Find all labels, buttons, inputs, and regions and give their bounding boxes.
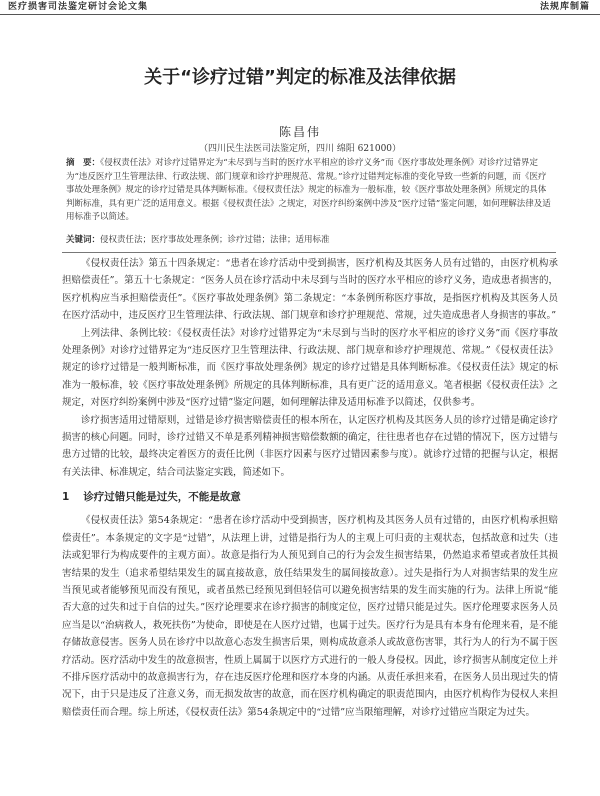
keywords <box>66 234 554 247</box>
running-header <box>0 0 600 15</box>
paper-author: 陈昌伟 <box>278 125 321 139</box>
abstract-divider <box>62 252 556 253</box>
body-text <box>62 255 558 721</box>
abstract-text: 《侵权责任法》对诊疗过错界定为“未尽到与当时的医疗水平相应的诊疗义务”而《医疗事故处理条例》对诊疗过错界定为“违反医疗卫生管理法律、行政法规、部门规章和诊疗护理规范、常规。”诊疗过错判定标准的变化导致一些新的问题，而《医疗事故处理条例》规定的诊疗过错是具体判断标准。《侵权责任法》规定的标准为一般标准，较《医疗事故处理条例》所规定的具体判断标准，具有更广泛的适用意义。根据《侵权责任法》之规定，对医疗纠纷案例中涉及“医疗过错”鉴定问题，如何理解法律及适用标准予以简述。 <box>66 158 551 222</box>
author-affiliation: （四川民生法医司法鉴定所，四川 绵阳 621000） <box>198 144 402 154</box>
keywords-label: 关键词： <box>66 235 101 245</box>
keywords-text: 侵权责任法；医疗事故处理条例；诊疗过错；法律；适用标准 <box>100 235 330 245</box>
body-paragraph-3: 诊疗损害适用过错原则，过错是诊疗损害赔偿责任的根本所在，认定医疗机构及其医务人员的诊疗过错是确定诊疗损害的核心问题。同时，诊疗过错又不单是系列精神损害赔偿数额的确定，往往患者也存在过错的情况下，医方过错与患方过错的比较，最终决定着医方的责任比例（非医疗因素与医疗过错因素参与度）。就诊疗过错的把握与认定，根据有关法律、标准规定，结合司法鉴定实践，简述如下。 <box>62 414 558 478</box>
abstract-label: 摘 要： <box>66 158 101 168</box>
body-paragraph-1: 《侵权责任法》第五十四条规定：“患者在诊疗活动中受到损害，医疗机构及其医务人员有过错的，由医疗机构承担赔偿责任”。第五十七条规定：“医务人员在诊疗活动中未尽到与当时的医疗水平相应的诊疗义务，造成患者损害的，医疗机构应当承担赔偿责任”。《医疗事故处理条例》第二条规定：“本条例所称医疗事故，是指医疗机构及其医务人员在医疗活动中，违反医疗卫生管理法律、行政法规、部门规章和诊疗护理规范、常规，过失造成患者人身损害的事故。” <box>62 258 558 322</box>
abstract <box>66 157 554 225</box>
body-paragraph-4: 《侵权责任法》第54条规定：“患者在诊疗活动中受到损害，医疗机构及其医务人员有过错的，由医疗机构承担赔偿责任”。本条规定的文字是“过错”，从法理上讲，过错是指行为人的主观上可归责的主观状态，包括故意和过失（违法或犯罪行为构成要件的主观方面）。故意是指行为人预见到自己的行为会发生损害结果，仍然追求希望或者放任其损害结果的发生（追求希望结果发生的属直接故意，放任结果发生的属间接故意）。过失是指行为人对损害结果的发生应当预见或者能够预见而没有预见，或者虽然已经预见到但轻信可以避免损害结果的发生而实施的行为。法律上所说“能否大意的过失和过于自信的过失。”医疗论理要求在诊疗损害的制度定位，医疗过错只能是过失。医疗伦理要求医务人员应当是以“治病救人，救死扶伤”为使命，即使是在人医疗过错，也属于过失。医疗行为是具有本身有伦理来看，是不能存储故意侵害。医务人员在诊疗中以故意心态发生损害后果，则构成故意杀人或故意伤害罪，其行为人的行为不属于医疗活动。医疗活动中发生的故意损害，性质上属属于以医疗方式进行的一般人身侵权。因此，诊疗损害从制度定位上并不排斥医疗活动中的故意损害行为，存在违反医疗伦理和医疗本身的内涵。从责任承担来看，在医务人员出现过失的情况下，由于只是违反了注意义务，而无损发故害的故意，而在医疗机构确定的职责范围内，由医疗机构作为侵权人来担赔偿责任而合理。综上所述，《侵权责任法》第54条规定中的“过错”应当限缩理解，对诊疗过错应当限定为过失。 <box>62 515 558 718</box>
section-title: 诊疗过错只能是过失，不能是故意 <box>83 491 241 504</box>
paper-title: 关于“诊疗过错”判定的标准及法律依据 <box>144 67 456 88</box>
body-paragraph-2: 上列法律、条例比较：《侵权责任法》对诊疗过错界定为“未尽到与当时的医疗水平相应的诊疗义务”而《医疗事故处理条例》对诊疗过错界定为“违反医疗卫生管理法律、行政法规、部门规章和诊疗护理规范、常规。”《侵权责任法》规定的诊疗过错是一般判断标准，而《医疗事故处理条例》规定的诊疗过错是具体判断标准。《侵权责任法》规定的标准为一般标准，较《医疗事故处理条例》所规定的具体判断标准，具有更广泛的适用意义。笔者根据《侵权责任法》之规定，对医疗纠纷案例中涉及“医疗过错”鉴定问题，如何理解法律及适用标准予以简述，仅供参考。 <box>62 327 558 409</box>
header-journal-title: 医疗损害司法鉴定研讨会论文集 <box>8 2 149 12</box>
header-section-title: 法规库制篇 <box>539 2 590 12</box>
section-heading-1 <box>62 490 558 504</box>
section-number: 1 <box>62 491 70 504</box>
